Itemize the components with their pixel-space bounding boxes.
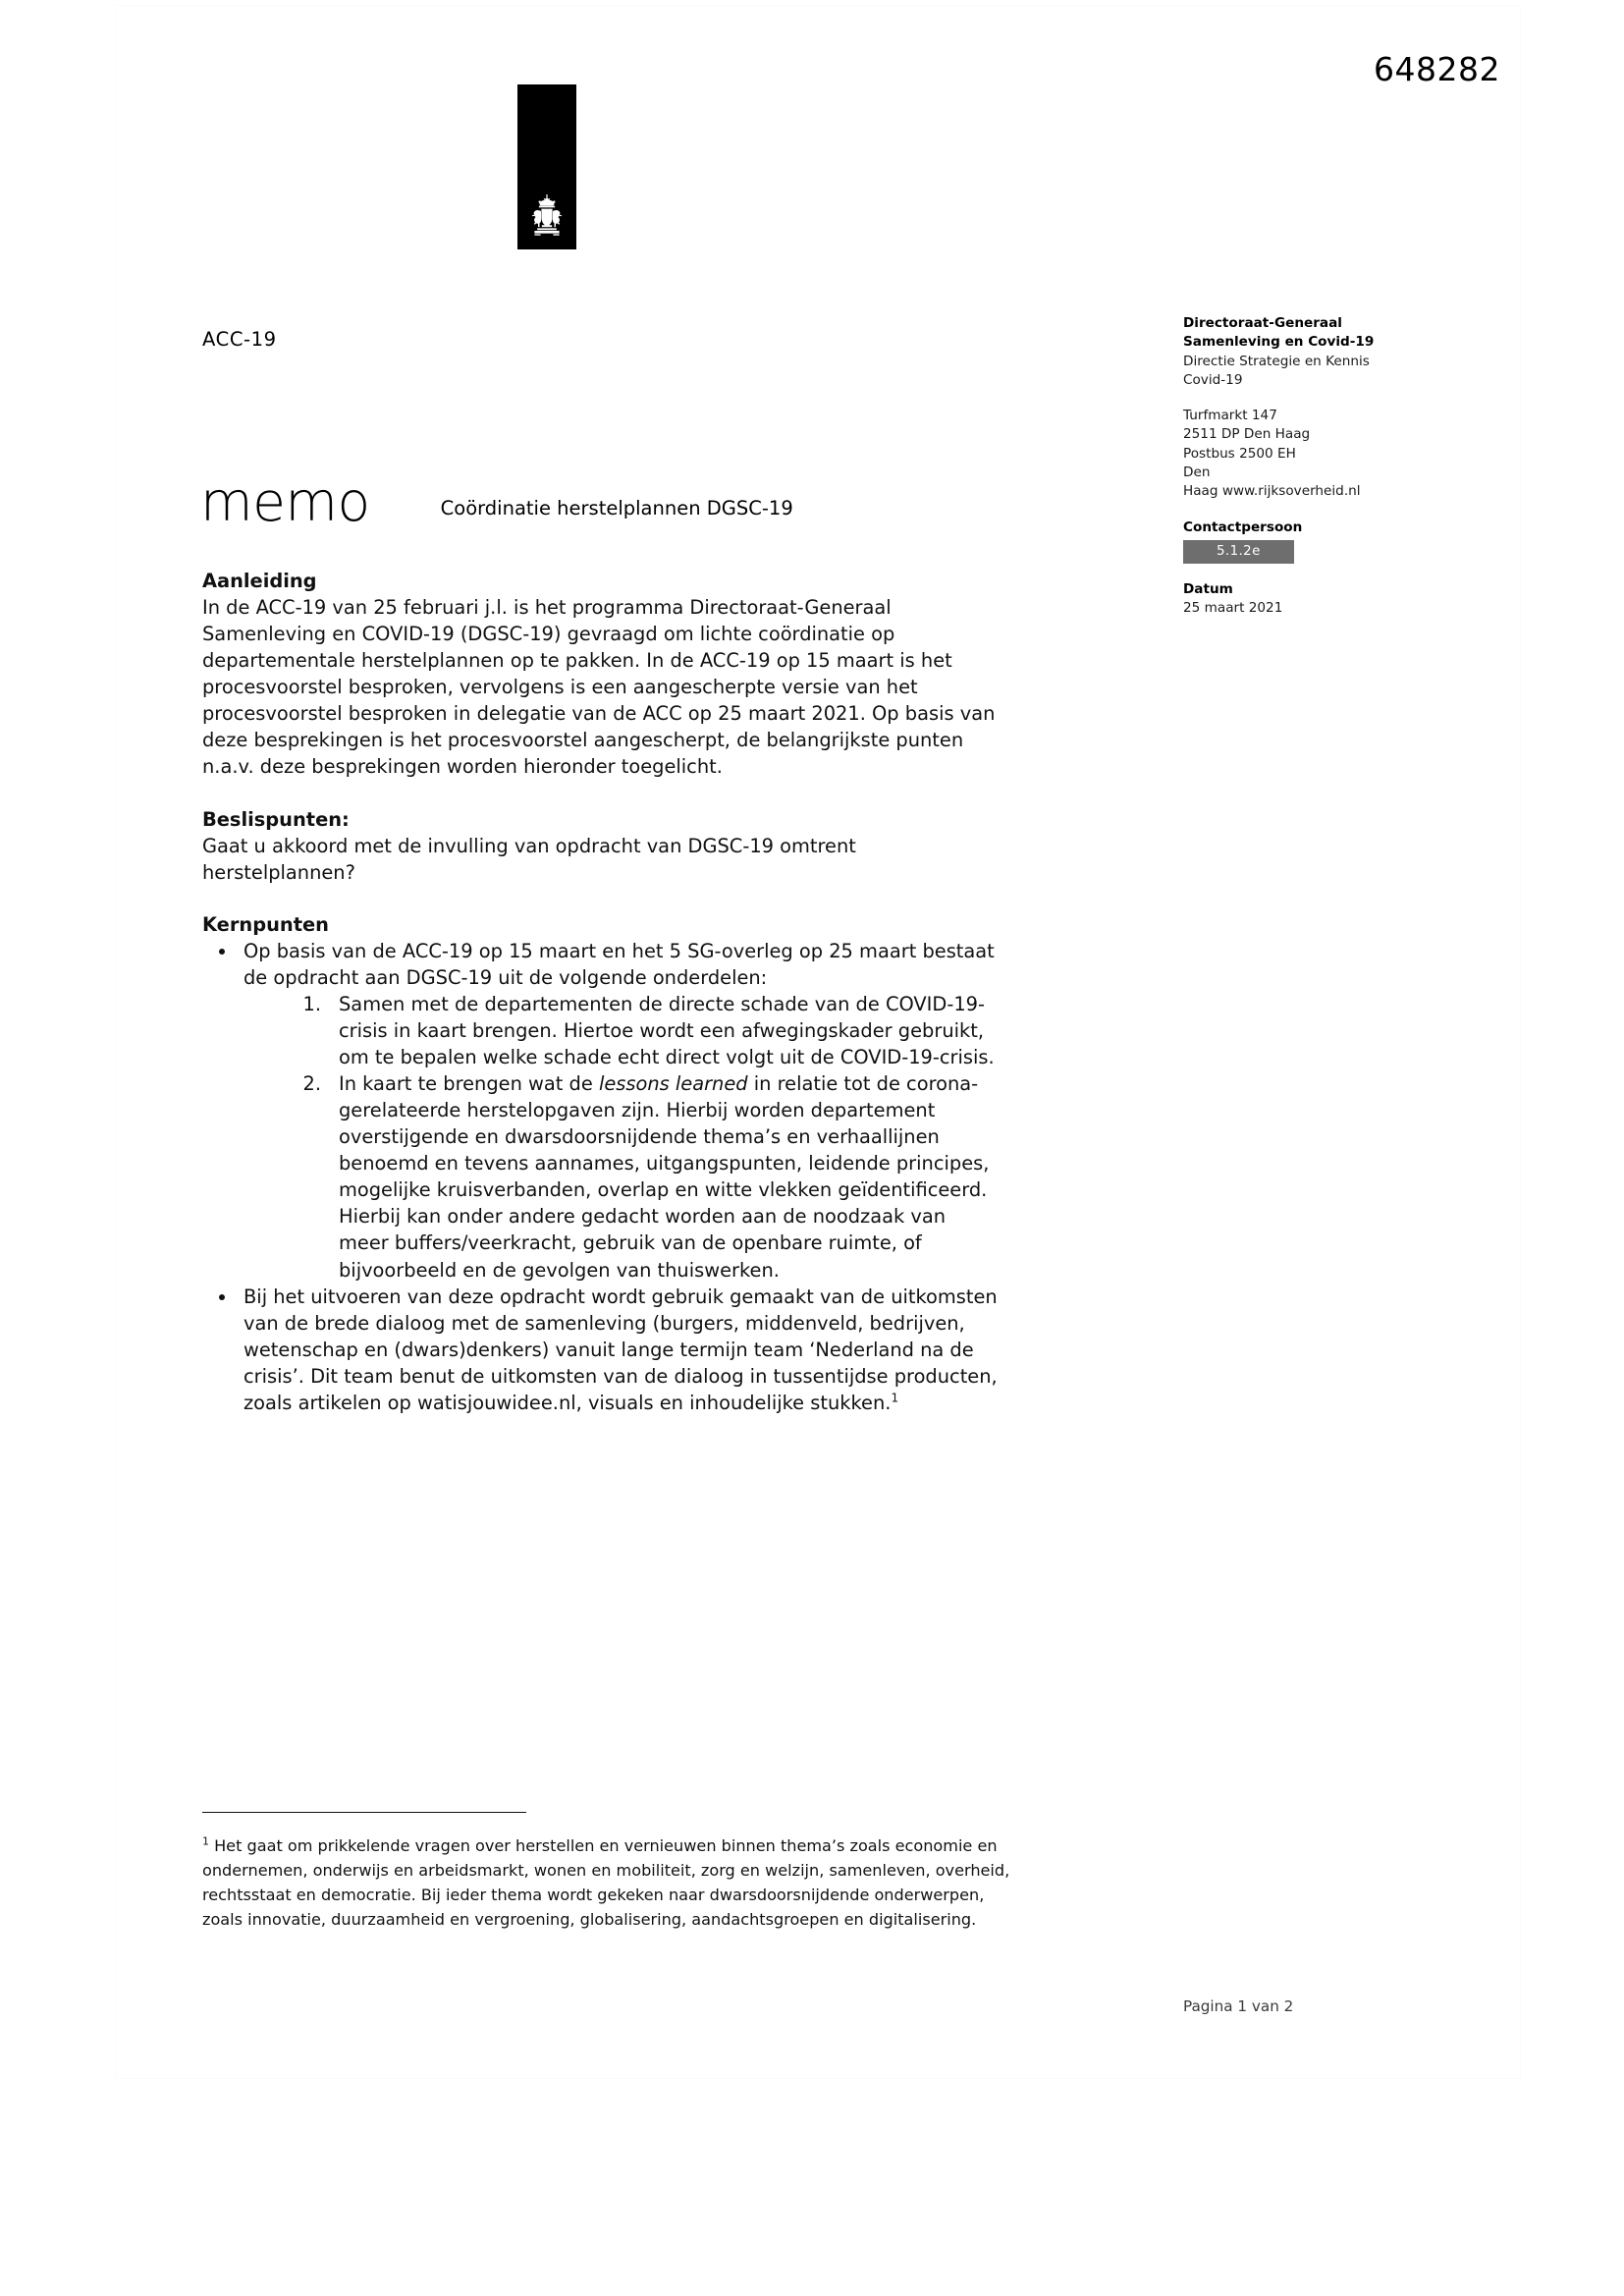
numbered-2-italic-phrase: lessons learned xyxy=(598,1072,748,1096)
footnote-marker: 1 xyxy=(202,1834,209,1848)
list-item xyxy=(202,938,998,1284)
list-item xyxy=(288,991,998,1070)
section-heading-beslispunten: Beslispunten: xyxy=(202,807,350,831)
contact-block xyxy=(1183,519,1478,564)
paragraph-aanleiding: In de ACC-19 van 25 februari j.l. is het programma Directoraat-Generaal Samenleving en COVID-19 (DGSC-19) gevraagd om lichte coördinatie op departementale herstelplannen op te pakken. In de ACC-19 op 15 maart is het procesvoorstel besproken, vervolgens is een aangescherpte versie van het procesvoorstel besproken in delegatie van de ACC op 25 maart 2021. Op basis van deze besprekingen is het procesvoorstel aangescherpt, de belangrijkste punten n.a.v. deze besprekingen worden hieronder toegelicht. xyxy=(202,596,996,779)
list-item xyxy=(288,1070,998,1284)
memo-word: memo xyxy=(200,470,370,533)
list-item xyxy=(202,1284,998,1416)
footnote-reference: 1 xyxy=(891,1391,899,1405)
date-label: Datum xyxy=(1183,581,1233,597)
section-heading-aanleiding: Aanleiding xyxy=(202,570,317,592)
list-marker-1: 1. xyxy=(302,992,321,1015)
footnote-text: Het gaat om prikkelende vragen over herstellen en vernieuwen binnen thema’s zoals economie en ondernemen, onderwijs en arbeidsmarkt, wonen en mobiliteit, zorg en welzijn, samenleven, overheid, rechtsstaat en democratie. Bij ieder thema wordt gekeken naar dwarsdoorsnijdende onderwerpen, zoals innovatie, duurzaamheid en vergroening, globalisering, aandachtsgroepen en digitalisering. xyxy=(202,1836,1010,1929)
reference-label: ACC-19 xyxy=(202,328,277,351)
org-line-1: Directoraat-Generaal xyxy=(1183,315,1342,331)
meta-sidebar xyxy=(1183,314,1478,619)
footnote-block xyxy=(202,1834,1017,1933)
document-page xyxy=(116,6,1520,2078)
address-line-3: Postbus 2500 EH xyxy=(1183,445,1296,462)
memo-subject: Coördinatie herstelplannen DGSC-19 xyxy=(440,497,793,519)
date-value: 25 maart 2021 xyxy=(1183,600,1283,617)
memo-title-row xyxy=(200,470,793,533)
numbered-2-text-before: In kaart te brengen wat de xyxy=(339,1072,599,1096)
rijksoverheid-logo xyxy=(517,84,576,249)
address-line-1: Turfmarkt 147 xyxy=(1183,408,1277,424)
numbered-1-text: Samen met de departementen de directe schade van de COVID-19-crisis in kaart brengen. Hiertoe wordt een afwegingskader gebruikt, om te bepalen welke schade echt direct volgt uit de COVID-19-crisis. xyxy=(339,992,995,1068)
address-line-4: Den xyxy=(1183,465,1211,481)
redacted-contact-value: 5.1.2e xyxy=(1183,540,1294,564)
org-line-4: Covid-19 xyxy=(1183,371,1243,388)
section-heading-kernpunten: Kernpunten xyxy=(202,912,329,936)
bullet-2-text: Bij het uitvoeren van deze opdracht wordt gebruik gemaakt van de uitkomsten van de brede dialoog met de samenleving (burgers, middenveld, bedrijven, wetenschap en (dwars)denkers) vanuit lange termijn team ‘Nederland na de crisis’. Dit team benut de uitkomsten van de dialoog in tussentijdse producten, zoals artikelen op watisjouwidee.nl, visuals en inhoudelijke stukken. xyxy=(244,1285,998,1414)
organisation-block xyxy=(1183,314,1478,390)
document-number: 648282 xyxy=(1374,50,1500,88)
spacer xyxy=(202,886,998,911)
page-indicator: Pagina 1 van 2 xyxy=(1183,1997,1294,2015)
address-line-2: 2511 DP Den Haag xyxy=(1183,426,1311,443)
document-body xyxy=(202,568,998,1416)
paragraph-beslispunten: Gaat u akkoord met de invulling van opdracht van DGSC-19 omtrent herstelplannen? xyxy=(202,834,856,884)
footnote-separator xyxy=(202,1812,526,1813)
address-line-5: Haag www.rijksoverheid.nl xyxy=(1183,483,1361,500)
kernpunten-list xyxy=(202,938,998,1416)
numbered-2-text-after: in relatie tot de corona-gerelateerde herstelopgaven zijn. Hierbij worden departement overstijgende en dwarsdoorsnijdende thema’s en verhaallijnen benoemd en tevens aannames, uitgangspunten, leidende principes, mogelijke kruisverbanden, overlap en witte vlekken geïdentificeerd. Hierbij kan onder andere gedacht worden aan de noodzaak van meer buffers/veerkracht, gebruik van de openbare ruimte, of bijvoorbeeld en de gevolgen van thuiswerken. xyxy=(339,1072,990,1282)
date-block xyxy=(1183,580,1478,619)
list-marker-2: 2. xyxy=(302,1072,321,1096)
coat-of-arms-icon xyxy=(525,194,568,246)
bullet-1-text: Op basis van de ACC-19 op 15 maart en het 5 SG-overleg op 25 maart bestaat de opdracht aan DGSC-19 uit de volgende onderdelen: xyxy=(244,939,995,989)
address-block xyxy=(1183,407,1478,501)
spacer xyxy=(202,781,998,806)
kernpunten-sublist xyxy=(244,991,998,1284)
org-line-3: Directie Strategie en Kennis xyxy=(1183,353,1370,369)
contact-label: Contactpersoon xyxy=(1183,519,1303,535)
org-line-2: Samenleving en Covid-19 xyxy=(1183,334,1375,351)
